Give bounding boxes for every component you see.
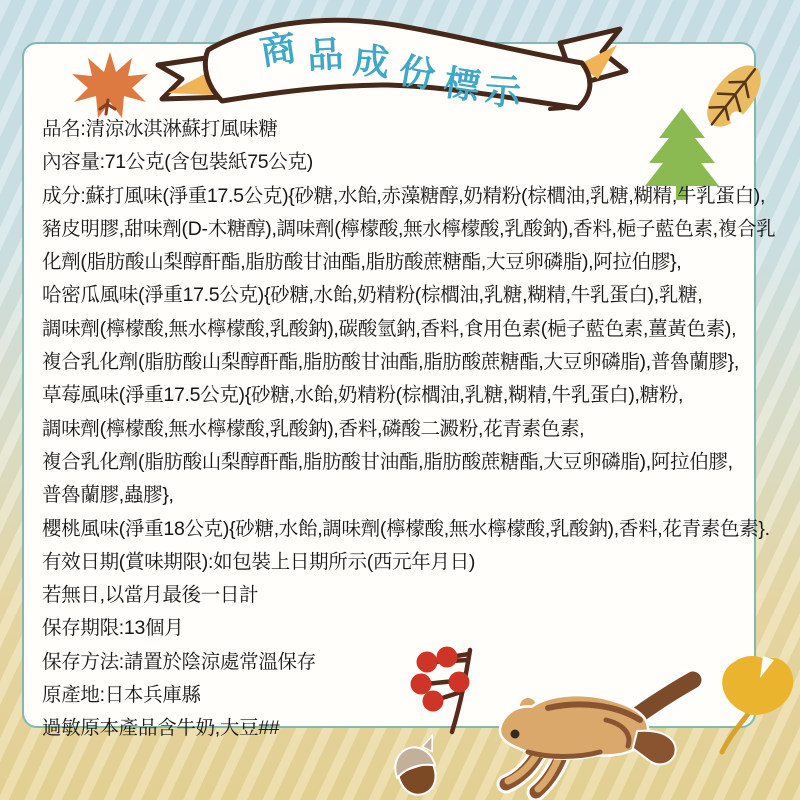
- label-line: 品名:清涼冰淇淋蘇打風味糖: [42, 118, 278, 140]
- label-line: 調味劑(檸檬酸,無水檸檬酸,乳酸鈉),碳酸氫鈉,香料,食用色素(梔子藍色素,薑黃色素),: [42, 317, 737, 340]
- acorn-icon: [385, 740, 447, 800]
- banner-title-char: 商: [257, 26, 300, 73]
- label-line: 保存期限:13個月: [42, 617, 184, 640]
- banner-title-char: 示: [483, 69, 523, 114]
- banner-title-char: 標: [440, 61, 483, 108]
- ribbon-banner: [130, 5, 630, 120]
- label-line: 複合乳化劑(脂肪酸山梨醇酐酯,脂肪酸甘油酯,脂肪酸蔗糖酯,大豆卵磷脂),普魯蘭膠},: [42, 351, 739, 374]
- label-line: 櫻桃風味(淨重18公克){砂糖,水飴,調味劑(檸檬酸,無水檸檬酸,乳酸鈉),香料,花青素色素}.: [42, 517, 770, 540]
- banner-title-char: 份: [395, 49, 439, 97]
- banner-title-char: 品: [306, 33, 345, 76]
- banner-title-char: 成: [351, 39, 391, 84]
- label-line: 哈密瓜風味(淨重17.5公克){砂糖,水飴,奶精粉(棕櫚油,乳糖,糊精,牛乳蛋白),乳糖,: [42, 284, 703, 307]
- label-line: 若無日,以當月最後一日計: [42, 584, 259, 607]
- label-line: 過敏原本產品含牛奶,大豆##: [42, 717, 280, 740]
- label-line: 複合乳化劑(脂肪酸山梨醇酐酯,脂肪酸甘油酯,脂肪酸蔗糖酯,大豆卵磷脂),阿拉伯膠,: [42, 450, 733, 473]
- label-line: 草莓風味(淨重17.5公克){砂糖,水飴,奶精粉(棕櫚油,乳糖,糊精,牛乳蛋白),糖粉,: [42, 384, 684, 407]
- chipmunk-icon: [488, 662, 713, 800]
- label-line: 調味劑(檸檬酸,無水檸檬酸,乳酸鈉),香料,磷酸二澱粉,花青素色素,: [42, 417, 585, 440]
- label-line: 化劑(脂肪酸山梨醇酐酯,脂肪酸甘油酯,脂肪酸蔗糖酯,大豆卵磷脂),阿拉伯膠},: [42, 251, 682, 274]
- label-line: 原產地:日本兵庫縣: [42, 684, 201, 707]
- label-line: 豬皮明膠,甜味劑(D-木糖醇),調味劑(檸檬酸,無水檸檬酸,乳酸鈉),香料,梔子藍色素,複合乳: [42, 217, 776, 240]
- label-line: 成分:蘇打風味(淨重17.5公克){砂糖,水飴,赤藻糖醇,奶精粉(棕櫚油,乳糖,糊精,牛乳蛋白),: [42, 184, 766, 207]
- label-line: 內容量:71公克(含包裝紙75公克): [42, 151, 313, 174]
- label-line: 有效日期(賞味期限):如包裝上日期所示(西元年月日): [42, 550, 476, 573]
- label-line: 保存方法:請置於陰涼處常溫保存: [42, 650, 316, 673]
- ingredient-label-text: [42, 113, 776, 746]
- ginkgo-leaf-icon: [700, 652, 800, 757]
- label-line: 普魯蘭膠,蟲膠},: [42, 484, 174, 507]
